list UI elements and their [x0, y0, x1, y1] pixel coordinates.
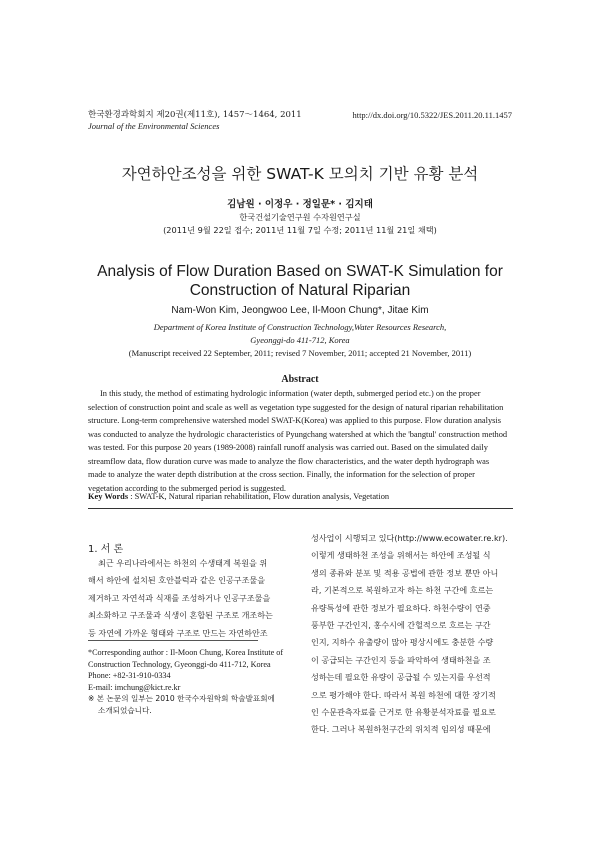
body-line: 성사업이 시행되고 있다(http://www.ecowater.re.kr).	[311, 533, 508, 543]
body-line: 해서 하안에 설치된 호안블럭과 같은 인공구조물을	[88, 575, 266, 586]
abstract-line: was tested. For this purpose 20 years (1989-2008) rainfall runoff analysis was carried out. Based on the simulated daily	[88, 443, 488, 452]
body-line: 등 자연에 가까운 형태와 구조로 만드는 자연하안조	[88, 627, 268, 638]
corresponding-author-line: *Corresponding author : Il-Moon Chung, Korea Institute of	[88, 648, 284, 657]
abstract-body	[88, 387, 513, 495]
affiliation-kr: 한국건설기술연구원 수자원연구실	[239, 212, 361, 222]
abstract-line: selection of construction point and scale as well as vegetation type suggested for the design of natural riparian rehabilitation	[88, 402, 504, 412]
corresponding-author-affiliation: Construction Technology, Gyeonggi-do 411-712, Korea	[88, 659, 271, 669]
body-line: 풍부한 구간인지, 홍수시에 간헐적으로 흐르는 구간	[311, 620, 491, 631]
abstract-heading: Abstract	[281, 374, 319, 385]
journal-header-en: Journal of the Environmental Sciences	[88, 121, 220, 131]
title-en-line1: Analysis of Flow Duration Based on SWAT-K Simulation for	[97, 263, 503, 280]
abstract-line: streamflow data, flow duration curve was made to analyze the flow characteristics, and the water depth hydrograph was	[88, 456, 490, 466]
body-line: 성하는데 필요한 유량이 공급될 수 있는지를 우선적	[311, 672, 491, 683]
section-heading-introduction: 1. 서 론	[88, 544, 124, 555]
body-line: 제거하고 자연석과 식재를 조성하거나 인공구조물을	[88, 592, 271, 603]
keywords-divider	[88, 508, 513, 509]
footnote	[88, 647, 303, 716]
body-line: 이 공급되는 구간인지 등을 파악하여 생태하천을 조	[311, 654, 491, 665]
presentation-note-cont: 소개되었습니다.	[98, 705, 152, 715]
keywords-label: Key Words	[88, 492, 129, 501]
body-line: 인지, 지하수 유출량이 많아 평상시에도 충분한 수량	[311, 637, 494, 648]
body-line: 유량특성에 관한 정보가 필요하다. 하천수량이 연중	[311, 602, 491, 613]
footnote-divider	[88, 640, 258, 641]
phone-number: Phone: +82-31-910-0334	[88, 671, 171, 680]
body-line: 최소화하고 구조물과 식생이 혼합된 구조로 개조하는	[88, 610, 273, 621]
abstract-line: was conducted to analyze the hydrologic characteristics of Pyungchang watershed at which the 'bangtul' construction method	[88, 429, 508, 439]
right-column	[311, 530, 517, 739]
keywords	[88, 492, 389, 501]
presentation-note: ※ 본 논문의 일부는 2010 한국수자원학회 학술발표회에	[88, 694, 275, 703]
email-address[interactable]: E-mail: imchung@kict.re.kr	[88, 682, 181, 692]
abstract-line: made to analyze the water depth distribution at the cross section. Finally, the information for the selection of proper	[88, 470, 475, 479]
dates-en: (Manuscript received 22 September, 2011; revised 7 November, 2011; accepted 21 November, 2011)	[128, 348, 472, 358]
dates-kr: (2011년 9월 22일 접수; 2011년 11월 7일 수정; 2011년 11월 21일 채택)	[163, 225, 437, 235]
body-line: 한다. 그러나 복원하천구간의 위치적 임의성 때문에	[311, 724, 491, 735]
journal-header-kr: 한국환경과학회지 제20권(제11호), 1457～1464, 2011	[88, 110, 302, 120]
abstract-line: structure. Long-term comprehensive watershed model SWAT-K(Korea) was applied to this purpose. Flow duration analysis	[88, 416, 501, 425]
body-line: 생의 종류와 분포 및 적용 공법에 관한 정보 뿐만 아니	[311, 567, 499, 578]
title-en-line2: Construction of Natural Riparian	[189, 282, 411, 299]
doi-link[interactable]: http://dx.doi.org/10.5322/JES.2011.20.11.1457	[352, 110, 512, 120]
body-line: 으로 평가해야 한다. 따라서 복원 하천에 대한 장기적	[311, 689, 496, 700]
affiliation-en-line1: Department of Korea Institute of Construction Technology,Water Resources Research,	[153, 322, 447, 332]
affiliation-en-line2: Gyeonggi-do 411-712, Korea	[250, 335, 350, 345]
title-kr: 자연하안조성을 위한 SWAT-K 모의치 기반 유황 분석	[121, 165, 479, 183]
left-column	[88, 555, 296, 642]
authors-kr: 김남원 · 이정우 · 정일문* · 김지태	[227, 199, 373, 210]
body-line: 이렇게 생태하천 조성을 위해서는 하안에 조성될 식	[311, 550, 491, 561]
body-line: 인 수문관측자료를 근거로 한 유황분석자료를 필요로	[311, 707, 496, 718]
body-line: 라, 기본적으로 복원하고자 하는 하천 구간에 흐르는	[311, 585, 494, 596]
keywords-text: : SWAT-K, Natural riparian rehabilitation, Flow duration analysis, Vegetation	[128, 492, 390, 501]
body-line: 최근 우리나라에서는 하천의 수생태계 복원을 위	[98, 558, 268, 568]
abstract-line: vegetation according to the submerged period is suggested.	[88, 483, 287, 493]
authors-en: Nam-Won Kim, Jeongwoo Lee, Il-Moon Chung*, Jitae Kim	[171, 305, 429, 316]
abstract-line: In this study, the method of estimating hydrologic information (water depth, submerged period etc.) on the proper	[100, 389, 481, 398]
